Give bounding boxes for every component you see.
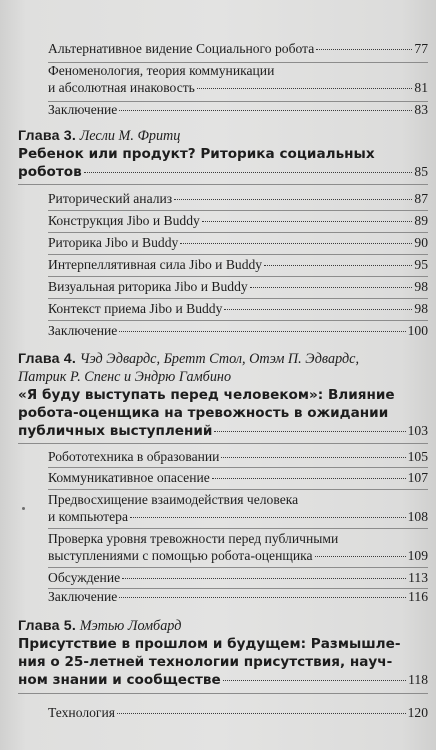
- toc-entry-text: Заключение: [48, 323, 118, 338]
- toc-entry-text: Феноменология, теория коммуникации: [48, 63, 275, 78]
- toc-entry-page: 89: [414, 213, 428, 228]
- entry-divider: [48, 298, 428, 299]
- toc-entry-page: 87: [414, 191, 428, 206]
- toc-entry[interactable]: [48, 322, 428, 339]
- leader-dots: [202, 221, 413, 222]
- leader-dots: [250, 287, 413, 288]
- toc-entry-text: выступлениями с помощью робота-оценщика: [48, 548, 313, 563]
- toc-entry-text: Проверка уровня тревожности перед публичными: [48, 531, 339, 546]
- margin-mark: [22, 507, 25, 510]
- chapter-authors: Чэд Эдвардс, Бретт Стол, Отэм П. Эдвардс,: [79, 351, 360, 367]
- chapter-title[interactable]: [18, 635, 428, 689]
- toc-entry-page: 77: [414, 41, 428, 56]
- toc-entry-text: Альтернативное видение Социального робота: [48, 41, 315, 56]
- toc-entry-page: 90: [414, 235, 428, 250]
- chapter-5: [18, 617, 428, 689]
- chapter-title[interactable]: [18, 145, 428, 181]
- chapter-title-line: Ребенок или продукт? Риторика социальных: [18, 146, 375, 162]
- leader-dots: [84, 172, 413, 173]
- toc-entry[interactable]: [48, 234, 428, 251]
- chapter-title-line: «Я буду выступать перед человеком»: Влияние: [18, 387, 395, 403]
- toc-entry-page: 83: [414, 102, 428, 117]
- chapter-authors: Мэтью Ломбард: [79, 618, 182, 634]
- chapter-header: [18, 350, 428, 368]
- toc-entry-text: Обсуждение: [48, 570, 121, 585]
- entry-divider: [48, 210, 428, 211]
- toc-entry-page: 109: [407, 548, 428, 563]
- toc-entry-text: Интерпеллятивная сила Jibo и Buddy: [48, 257, 263, 272]
- leader-dots: [197, 88, 413, 89]
- leader-dots: [174, 199, 412, 200]
- toc-entry[interactable]: [48, 212, 428, 229]
- leader-dots: [223, 680, 406, 681]
- chapter-label: Глава 4.: [18, 351, 77, 367]
- entry-divider: [48, 232, 428, 233]
- chapter-4: [18, 350, 428, 440]
- entry-divider: [48, 567, 428, 568]
- chapter-title-line: Присутствие в прошлом и будущем: Размышле-: [18, 636, 401, 652]
- chapter-authors: Патрик Р. Спенс и Эндрю Гамбино: [18, 369, 232, 385]
- toc-entry-text: Робототехника в образовании: [48, 449, 220, 464]
- toc-entry-text: Коммуникативное опасение: [48, 470, 210, 485]
- toc-entry[interactable]: [48, 256, 428, 273]
- chapter-title-line: ном знании и сообществе: [18, 672, 221, 688]
- toc-entry-text: и компьютера: [48, 509, 128, 524]
- toc-entry-text: Контекст приема Jibo и Buddy: [48, 301, 223, 316]
- entry-divider: [18, 184, 428, 185]
- toc-entry-text: Риторический анализ: [48, 191, 173, 206]
- chapter-page: 118: [408, 672, 428, 687]
- leader-dots: [130, 517, 406, 518]
- toc-entry-text: Технология: [48, 705, 116, 720]
- toc-entry-page: 108: [407, 509, 428, 524]
- leader-dots: [119, 597, 406, 598]
- leader-dots: [212, 478, 406, 479]
- chapter-title-line: робота-оценщика на тревожность в ожидании: [18, 405, 389, 421]
- toc-entry-page: 95: [414, 257, 428, 272]
- chapter-header: [18, 617, 428, 635]
- toc-entry-page: 100: [407, 323, 428, 338]
- toc-entry[interactable]: [48, 704, 428, 721]
- toc-entry[interactable]: [48, 40, 428, 57]
- chapter-title-line: роботов: [18, 164, 82, 180]
- chapter-title-line: публичных выступлений: [18, 423, 213, 439]
- leader-dots: [214, 431, 405, 432]
- toc-entry-text: и абсолютная инаковость: [48, 80, 195, 95]
- leader-dots: [119, 331, 405, 332]
- leader-dots: [119, 110, 412, 111]
- toc-entry-text: Заключение: [48, 102, 118, 117]
- toc-entry-page: 107: [407, 470, 428, 485]
- toc-entry[interactable]: [48, 190, 428, 207]
- entry-divider: [48, 528, 428, 529]
- toc-entry-page: 81: [414, 80, 428, 95]
- toc-entry[interactable]: [48, 569, 428, 586]
- chapter-label: Глава 5.: [18, 618, 77, 634]
- leader-dots: [122, 578, 406, 579]
- toc-entry-page: 98: [414, 301, 428, 316]
- toc-entry-page: 120: [407, 705, 428, 720]
- toc-entry-page: 116: [408, 589, 428, 604]
- toc-entry[interactable]: [48, 278, 428, 295]
- toc-entry[interactable]: [48, 469, 428, 486]
- toc-entry[interactable]: [48, 448, 428, 465]
- leader-dots: [316, 49, 412, 50]
- toc-entry-page: 105: [407, 449, 428, 464]
- entry-divider: [18, 693, 428, 694]
- toc-entry-text: Конструкция Jibo и Buddy: [48, 213, 200, 228]
- leader-dots: [315, 556, 406, 557]
- chapter-page: 85: [414, 164, 428, 179]
- leader-dots: [264, 265, 412, 266]
- toc-entry-text: Риторика Jibo и Buddy: [48, 235, 179, 250]
- chapter-authors: Лесли М. Фритц: [79, 128, 181, 144]
- leader-dots: [221, 457, 405, 458]
- toc-entry[interactable]: [48, 101, 428, 118]
- chapter-label: Глава 3.: [18, 128, 77, 144]
- entry-divider: [18, 443, 428, 444]
- chapter-3: [18, 127, 428, 181]
- leader-dots: [224, 309, 412, 310]
- toc-entry-text: Заключение: [48, 589, 118, 604]
- entry-divider: [48, 489, 428, 490]
- leader-dots: [180, 243, 412, 244]
- toc-entry-text: Предвосхищение взаимодействия человека: [48, 492, 299, 507]
- entry-divider: [48, 276, 428, 277]
- toc-entry[interactable]: [48, 491, 428, 525]
- toc-entry[interactable]: [48, 588, 428, 605]
- leader-dots: [117, 713, 406, 714]
- toc-entry-page: 113: [408, 570, 428, 585]
- entry-divider: [48, 254, 428, 255]
- toc-entry[interactable]: [48, 62, 428, 96]
- chapter-header: [18, 127, 428, 145]
- entry-divider: [48, 467, 428, 468]
- entry-divider: [48, 320, 428, 321]
- toc-entry-text: Визуальная риторика Jibo и Buddy: [48, 279, 248, 294]
- toc-entry-page: 98: [414, 279, 428, 294]
- chapter-title[interactable]: [18, 386, 428, 440]
- toc-entry[interactable]: [48, 530, 428, 564]
- chapter-page: 103: [407, 423, 428, 438]
- chapter-title-line: ния о 25-летней технологии присутствия, науч-: [18, 654, 393, 670]
- toc-entry[interactable]: [48, 300, 428, 317]
